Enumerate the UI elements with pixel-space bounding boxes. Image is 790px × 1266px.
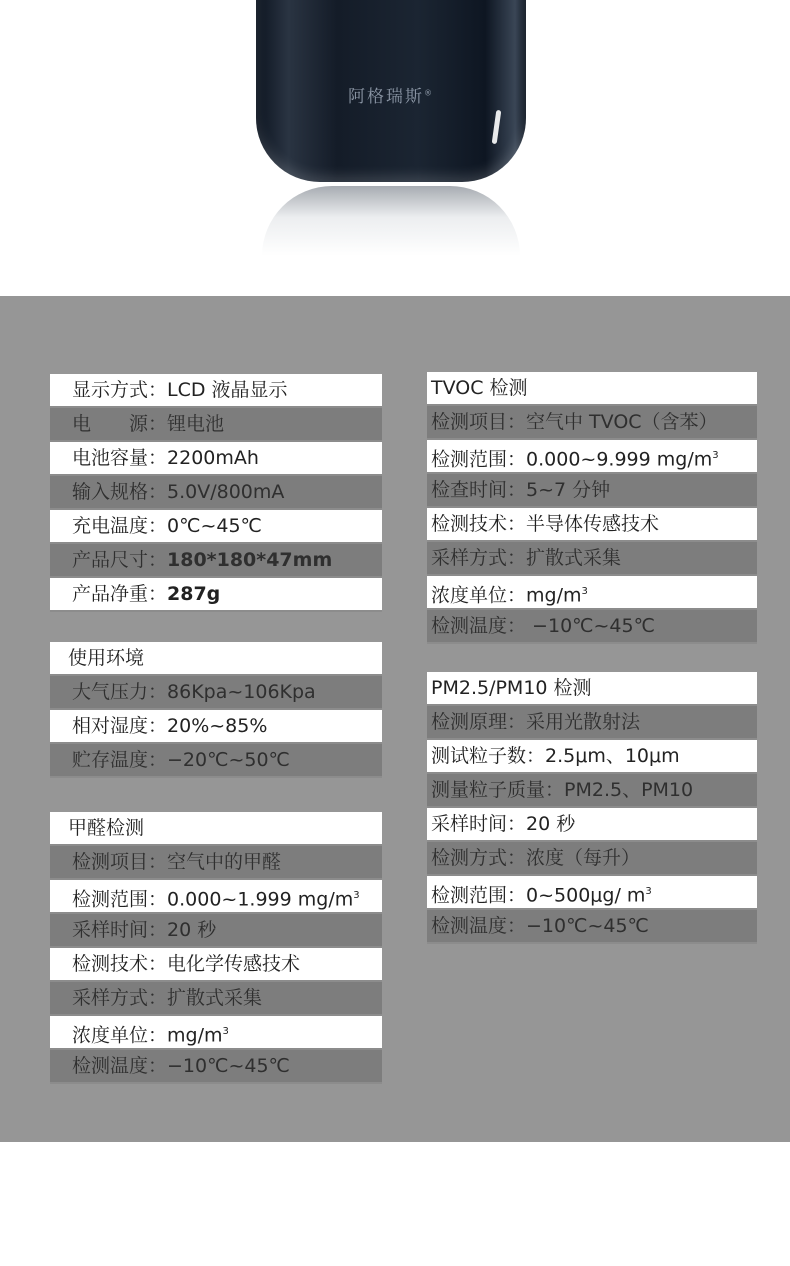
spec-row: 输入规格：5.0V/800mA	[50, 476, 382, 510]
spec-row: 浓度单位：$mg/m^3$	[50, 1016, 382, 1050]
spec-row: 大气压力：86Kpa~106Kpa	[50, 676, 382, 710]
spec-row: 检测技术：半导体传感技术	[427, 508, 757, 542]
basic-spec-table	[50, 374, 382, 612]
section-title: 甲醛检测	[50, 812, 382, 846]
spec-row: 采样时间：20 秒	[50, 914, 382, 948]
spec-row: 电池容量：2200mAh	[50, 442, 382, 476]
spec-row: 检测项目：空气中的甲醛	[50, 846, 382, 880]
spec-row: 检测范围：0.000~1.999 $mg/m^3$	[50, 880, 382, 914]
spec-row: 产品尺寸：180*180*47mm	[50, 544, 382, 578]
spec-row: 测试粒子数：2.5μm、10μm	[427, 740, 757, 774]
spec-row: 检测原理：采用光散射法	[427, 706, 757, 740]
section-title: TVOC 检测	[427, 372, 757, 406]
environment-table	[50, 642, 382, 778]
spec-row: 采样方式：扩散式采集	[50, 982, 382, 1016]
device-image	[256, 0, 526, 182]
spec-row: 电 源：锂电池	[50, 408, 382, 442]
spec-row: 充电温度：0℃~45℃	[50, 510, 382, 544]
spec-row: 检测温度： −10℃~45℃	[427, 610, 757, 644]
spec-row: 测量粒子质量：PM2.5、PM10	[427, 774, 757, 808]
brand-logo: 阿格瑞斯®	[348, 87, 434, 107]
spec-row: 检测范围：0~500μg/ $m^3$	[427, 876, 757, 910]
section-title: PM2.5/PM10 检测	[427, 672, 757, 706]
spec-row: 产品净重：287g	[50, 578, 382, 612]
spec-row: 检测温度：−10℃~45℃	[50, 1050, 382, 1084]
product-hero	[0, 0, 790, 296]
spec-row: 浓度单位：$mg/m^3$	[427, 576, 757, 610]
spec-row: 显示方式：LCD 液晶显示	[50, 374, 382, 408]
spec-row: 贮存温度：−20℃~50℃	[50, 744, 382, 778]
spec-row: 检测项目：空气中 TVOC（含苯）	[427, 406, 757, 440]
spec-panel	[0, 296, 790, 1142]
spec-row: 相对湿度：20%~85%	[50, 710, 382, 744]
spec-row: 检测温度：−10℃~45℃	[427, 910, 757, 944]
spec-row: 检测技术：电化学传感技术	[50, 948, 382, 982]
spec-row: 采样时间：20 秒	[427, 808, 757, 842]
spec-row: 检测范围：0.000~9.999 $mg/m^3$	[427, 440, 757, 474]
formaldehyde-table	[50, 812, 382, 1084]
spec-row: 采样方式：扩散式采集	[427, 542, 757, 576]
device-reflection	[262, 186, 520, 256]
pm-table	[427, 672, 757, 944]
section-title: 使用环境	[50, 642, 382, 676]
tvoc-table	[427, 372, 757, 644]
spec-row: 检测方式：浓度（每升）	[427, 842, 757, 876]
spec-row: 检查时间：5~7 分钟	[427, 474, 757, 508]
